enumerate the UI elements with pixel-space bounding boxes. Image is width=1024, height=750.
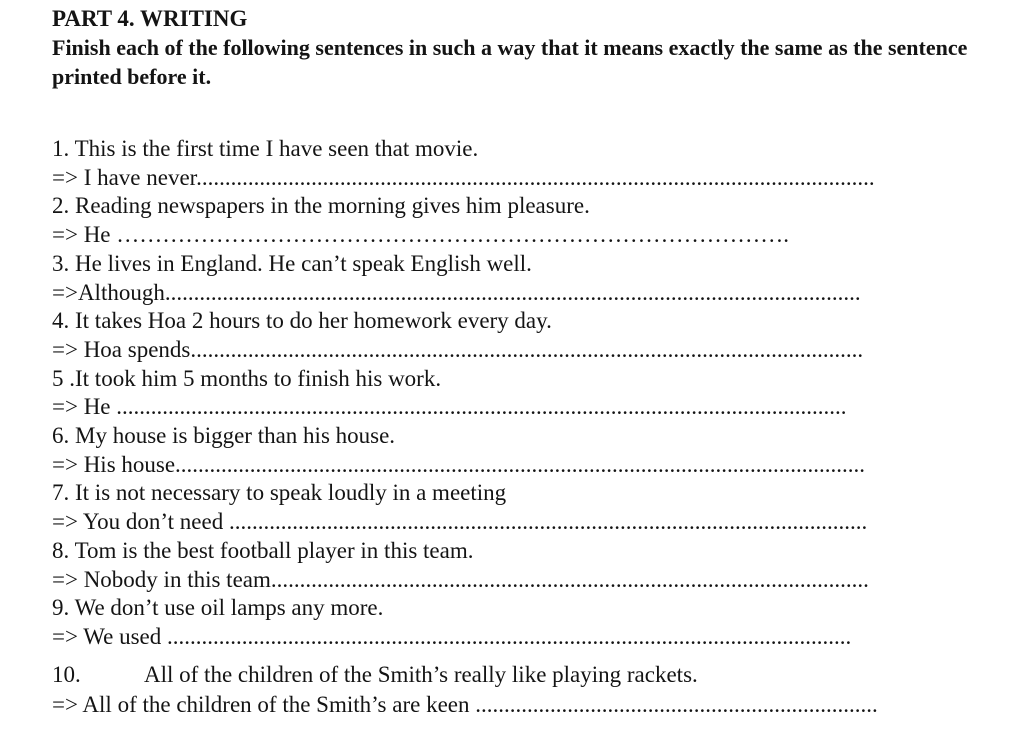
answer-line-4: => Hoa spends..................................................................................................................... (52, 336, 864, 362)
question-10-number: 10. (52, 661, 81, 687)
answer-line-8: => Nobody in this team........................................................................................................ (52, 566, 869, 592)
instructions-text: Finish each of the following sentences in such a way that it means exactly the same as the sentence printed before it. (52, 35, 968, 89)
question-8: 8. Tom is the best football player in this team. (52, 537, 474, 563)
question-10 (52, 660, 992, 690)
answer-line-10: => All of the children of the Smith’s are keen ...................................................................... (52, 691, 878, 717)
exercise-list (52, 135, 992, 720)
answer-line-7: => You don’t need ............................................................................................................... (52, 509, 868, 535)
answer-line-3: =>Although......................................................................................................................... (52, 279, 861, 305)
question-4: 4. It takes Hoa 2 hours to do her homework every day. (52, 308, 552, 334)
question-10-text: All of the children of the Smith’s really like playing rackets. (144, 661, 698, 687)
answer-line-2: => He ……………………………………………………………………………. (52, 222, 790, 248)
question-6: 6. My house is bigger than his house. (52, 423, 396, 449)
answer-line-5: => He ............................................................................................................................... (52, 394, 847, 420)
question-9: 9. We don’t use oil lamps any more. (52, 595, 384, 621)
question-5: 5 .It took him 5 months to finish his work. (52, 365, 442, 391)
answer-line-6: => His house........................................................................................................................ (52, 451, 866, 477)
question-7: 7. It is not necessary to speak loudly in a meeting (52, 480, 507, 506)
answer-line-1: => I have never...................................................................................................................... (52, 164, 875, 190)
question-1: 1. This is the first time I have seen that movie. (52, 136, 479, 161)
answer-line-9: => We used ....................................................................................................................... (52, 623, 852, 649)
section-heading: PART 4. WRITING (52, 6, 248, 31)
question-2: 2. Reading newspapers in the morning gives him pleasure. (52, 193, 590, 219)
worksheet-page (52, 4, 992, 720)
question-3: 3. He lives in England. He can’t speak English well. (52, 250, 532, 276)
